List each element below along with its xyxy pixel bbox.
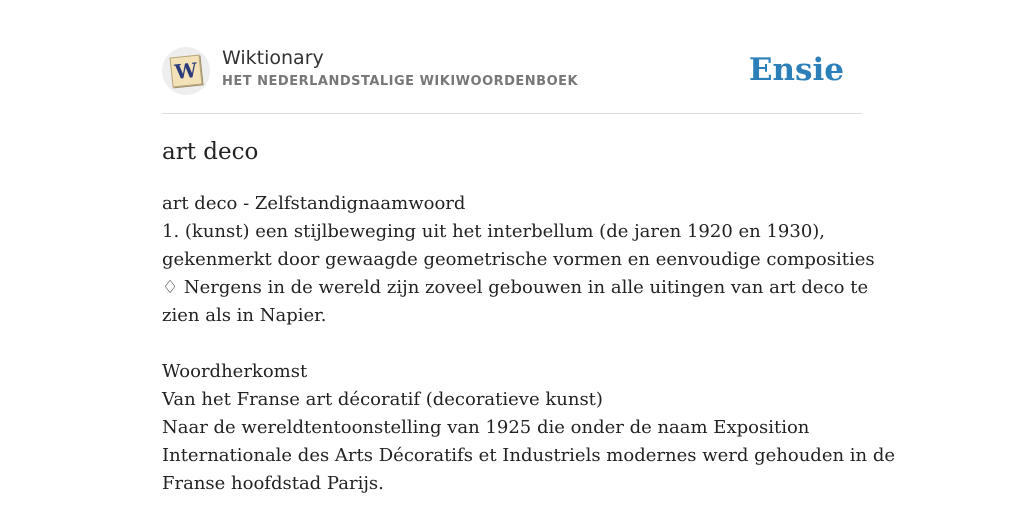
header [162,44,862,96]
etymology-line: Naar de wereldtentoonstelling van 1925 die onder de naam Exposition [162,417,810,438]
blank-line [162,330,862,358]
header-divider [162,113,862,114]
w-tile-icon [170,55,203,88]
wiktionary-logo[interactable] [162,47,210,95]
example-line: ♢ Nergens in de wereld zijn zoveel gebouwen in alle uitingen van art deco te [162,277,869,298]
etymology-line: Franse hoofdstad Parijs. [162,473,384,494]
definition-line: gekenmerkt door gewaagde geometrische vormen en eenvoudige composities [162,249,875,270]
definition-line: 1. (kunst) een stijlbeweging uit het interbellum (de jaren 1920 en 1930), [162,221,826,242]
part-of-speech-line: art deco - Zelfstandignaamwoord [162,193,466,214]
entry-body [162,190,896,498]
etymology-line: Internationale des Arts Décoratifs et Industriels modernes werd gehouden in de [162,445,896,466]
ensie-brand-logo[interactable]: Ensie [748,52,844,88]
etymology-line: Van het Franse art décoratif (decoratieve kunst) [162,389,603,410]
etymology-heading: Woordherkomst [162,361,308,382]
logo-letter: W [173,57,199,85]
site-name[interactable]: Wiktionary [222,47,324,69]
site-subtitle: HET NEDERLANDSTALIGE WIKIWOORDENBOEK [222,74,579,89]
example-line: zien als in Napier. [162,305,327,326]
page-title: art deco [162,139,259,165]
